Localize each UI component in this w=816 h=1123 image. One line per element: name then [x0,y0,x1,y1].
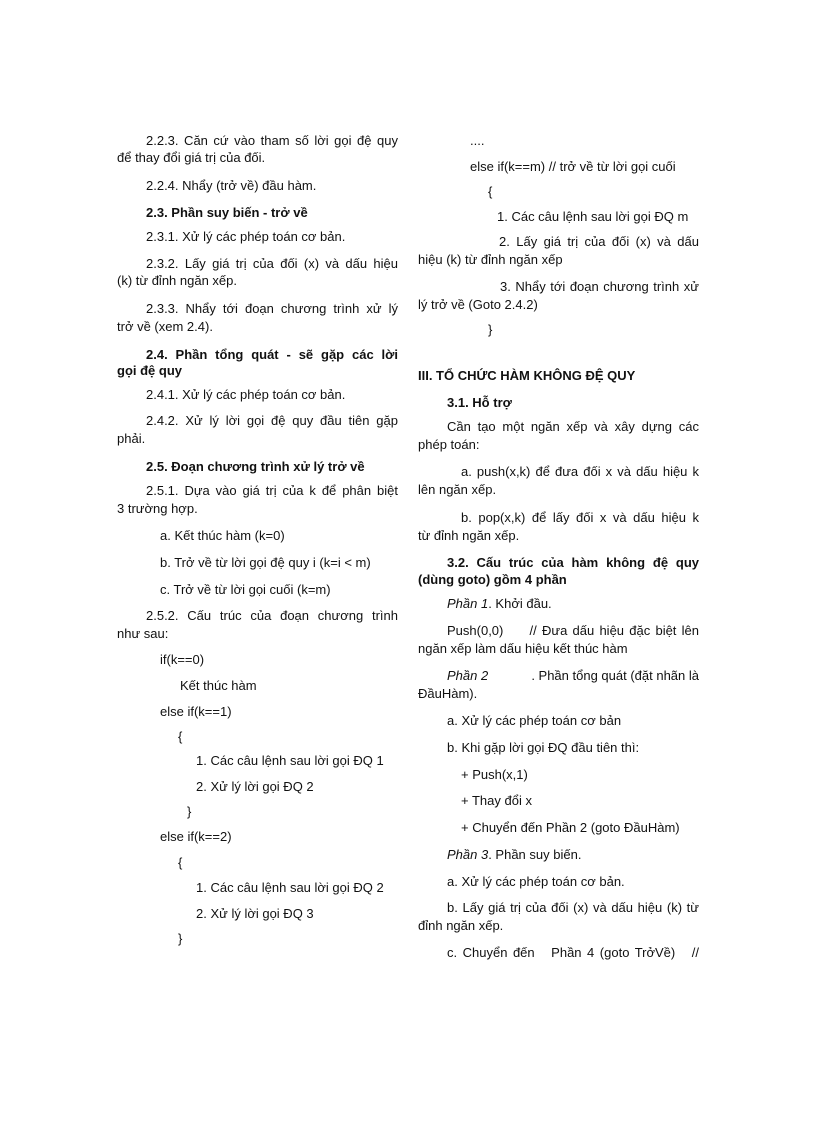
part-label: Phần 2 [447,668,489,683]
text-line: 2.5.2. Cấu trúc của đoạn chương trình [146,608,398,623]
code-line: lý trở về (Goto 2.4.2) [418,297,538,312]
text-line [447,668,699,684]
chapter-heading: III. TỔ CHỨC HÀM KHÔNG ĐỆ QUY [418,368,636,383]
text-line: 2.3.3. Nhẩy tới đoạn chương trình xử lý [146,301,398,316]
part-label: Phần 3 [447,847,489,862]
text-line: trở về (xem 2.4). [117,319,213,334]
code-line: 3. Nhẩy tới đoạn chương trình xử [500,279,699,294]
code-line: .... [470,133,485,148]
text-line: 2.3.1. Xử lý các phép toán cơ bản. [146,229,346,244]
section-heading: 3.2. Cấu trúc của hàm không đệ quy [447,555,699,570]
text-line: c. Chuyển đến Phần 4 (goto TrởVề) // [447,945,699,960]
text-line: b. Lấy giá trị của đối (x) và dấu hiệu (k) từ [447,900,699,915]
code-line: 1. Các câu lệnh sau lời gọi ĐQ 2 [196,880,384,895]
text-line: 2.3.2. Lấy giá trị của đối (x) và dấu hiệu [146,256,398,271]
text-line: 2.2.3. Căn cứ vào tham số lời gọi đệ quy [146,133,398,148]
text-line: từ đỉnh ngăn xếp. [418,528,520,543]
code-line: } [178,931,183,946]
code-line: hiệu (k) từ đỉnh ngăn xếp [418,252,563,267]
text-line: a. Kết thúc hàm (k=0) [160,528,285,543]
text-line: đỉnh ngăn xếp. [418,918,504,933]
text-line: để thay đổi giá trị của đối. [117,150,266,165]
text-line: như sau: [117,626,169,641]
code-line: { [488,184,493,199]
part-text: . Phần tổng quát (đặt nhãn là [531,668,699,683]
text-line: ngăn xếp làm dấu hiệu kết thúc hàm [418,641,628,656]
text-line: 2.4.1. Xử lý các phép toán cơ bản. [146,387,346,402]
text-line: a. Xử lý các phép toán cơ bản. [447,874,625,889]
part-text: . Khởi đầu. [488,596,552,611]
text-line: 2.4.2. Xử lý lời gọi đệ quy đầu tiên gặp [146,413,398,428]
part-text: . Phần suy biến. [488,847,582,862]
section-heading: (dùng goto) gồm 4 phần [418,572,567,587]
text-line: + Thay đổi x [461,793,532,808]
text-line [447,847,581,863]
text-line: (k) từ đỉnh ngăn xếp. [117,273,237,288]
text-line: phải. [117,431,146,446]
text-line [447,596,552,612]
code-line: 2. Xử lý lời gọi ĐQ 3 [196,906,314,921]
code-line: 1. Các câu lệnh sau lời gọi ĐQ m [497,209,689,224]
text-line: + Chuyển đến Phần 2 (goto ĐầuHàm) [461,820,680,835]
text-line: ĐầuHàm). [418,686,478,701]
section-heading: 2.5. Đoạn chương trình xử lý trở về [146,459,365,474]
text-line: 2.5.1. Dựa vào giá trị của k để phân biệt [146,483,398,498]
code-line: } [187,804,192,819]
text-line: 3 trường hợp. [117,501,198,516]
code-line: 1. Các câu lệnh sau lời gọi ĐQ 1 [196,753,384,768]
text-line: b. pop(x,k) để lấy đối x và dấu hiệu k [461,510,699,525]
text-line: c. Trở về từ lời gọi cuối (k=m) [160,582,331,597]
section-heading: 2.4. Phần tổng quát - sẽ gặp các lời [146,347,398,362]
code-line: } [488,322,493,337]
code-line: else if(k==1) [160,704,232,719]
code-line: 2. Xử lý lời gọi ĐQ 2 [196,779,314,794]
text-line: b. Khi gặp lời gọi ĐQ đầu tiên thì: [447,740,640,755]
text-line: a. push(x,k) để đưa đối x và dấu hiệu k [461,464,699,479]
code-line: 2. Lấy giá trị của đối (x) và dấu [499,234,699,249]
text-line: b. Trở về từ lời gọi đệ quy i (k=i < m) [160,555,371,570]
code-line: { [178,729,183,744]
text-line: a. Xử lý các phép toán cơ bản [447,713,622,728]
code-line: { [178,855,183,870]
text-line: Push(0,0) // Đưa dấu hiệu đặc biệt lên [447,623,699,638]
code-line: if(k==0) [160,652,205,667]
section-heading: gọi đệ quy [117,363,182,378]
part-label: Phần 1 [447,596,489,611]
text-line: Cần tạo một ngăn xếp và xây dựng các [447,419,699,434]
code-line: else if(k==m) // trở về từ lời gọi cuối [470,159,676,174]
section-heading: 3.1. Hỗ trợ [447,395,512,410]
text-line: 2.2.4. Nhẩy (trở về) đầu hàm. [146,178,317,193]
section-heading: 2.3. Phần suy biến - trở về [146,205,308,220]
text-line: lên ngăn xếp. [418,482,497,497]
text-line: phép toán: [418,437,480,452]
text-line: + Push(x,1) [461,767,528,782]
code-line: Kết thúc hàm [180,678,257,693]
code-line: else if(k==2) [160,829,232,844]
